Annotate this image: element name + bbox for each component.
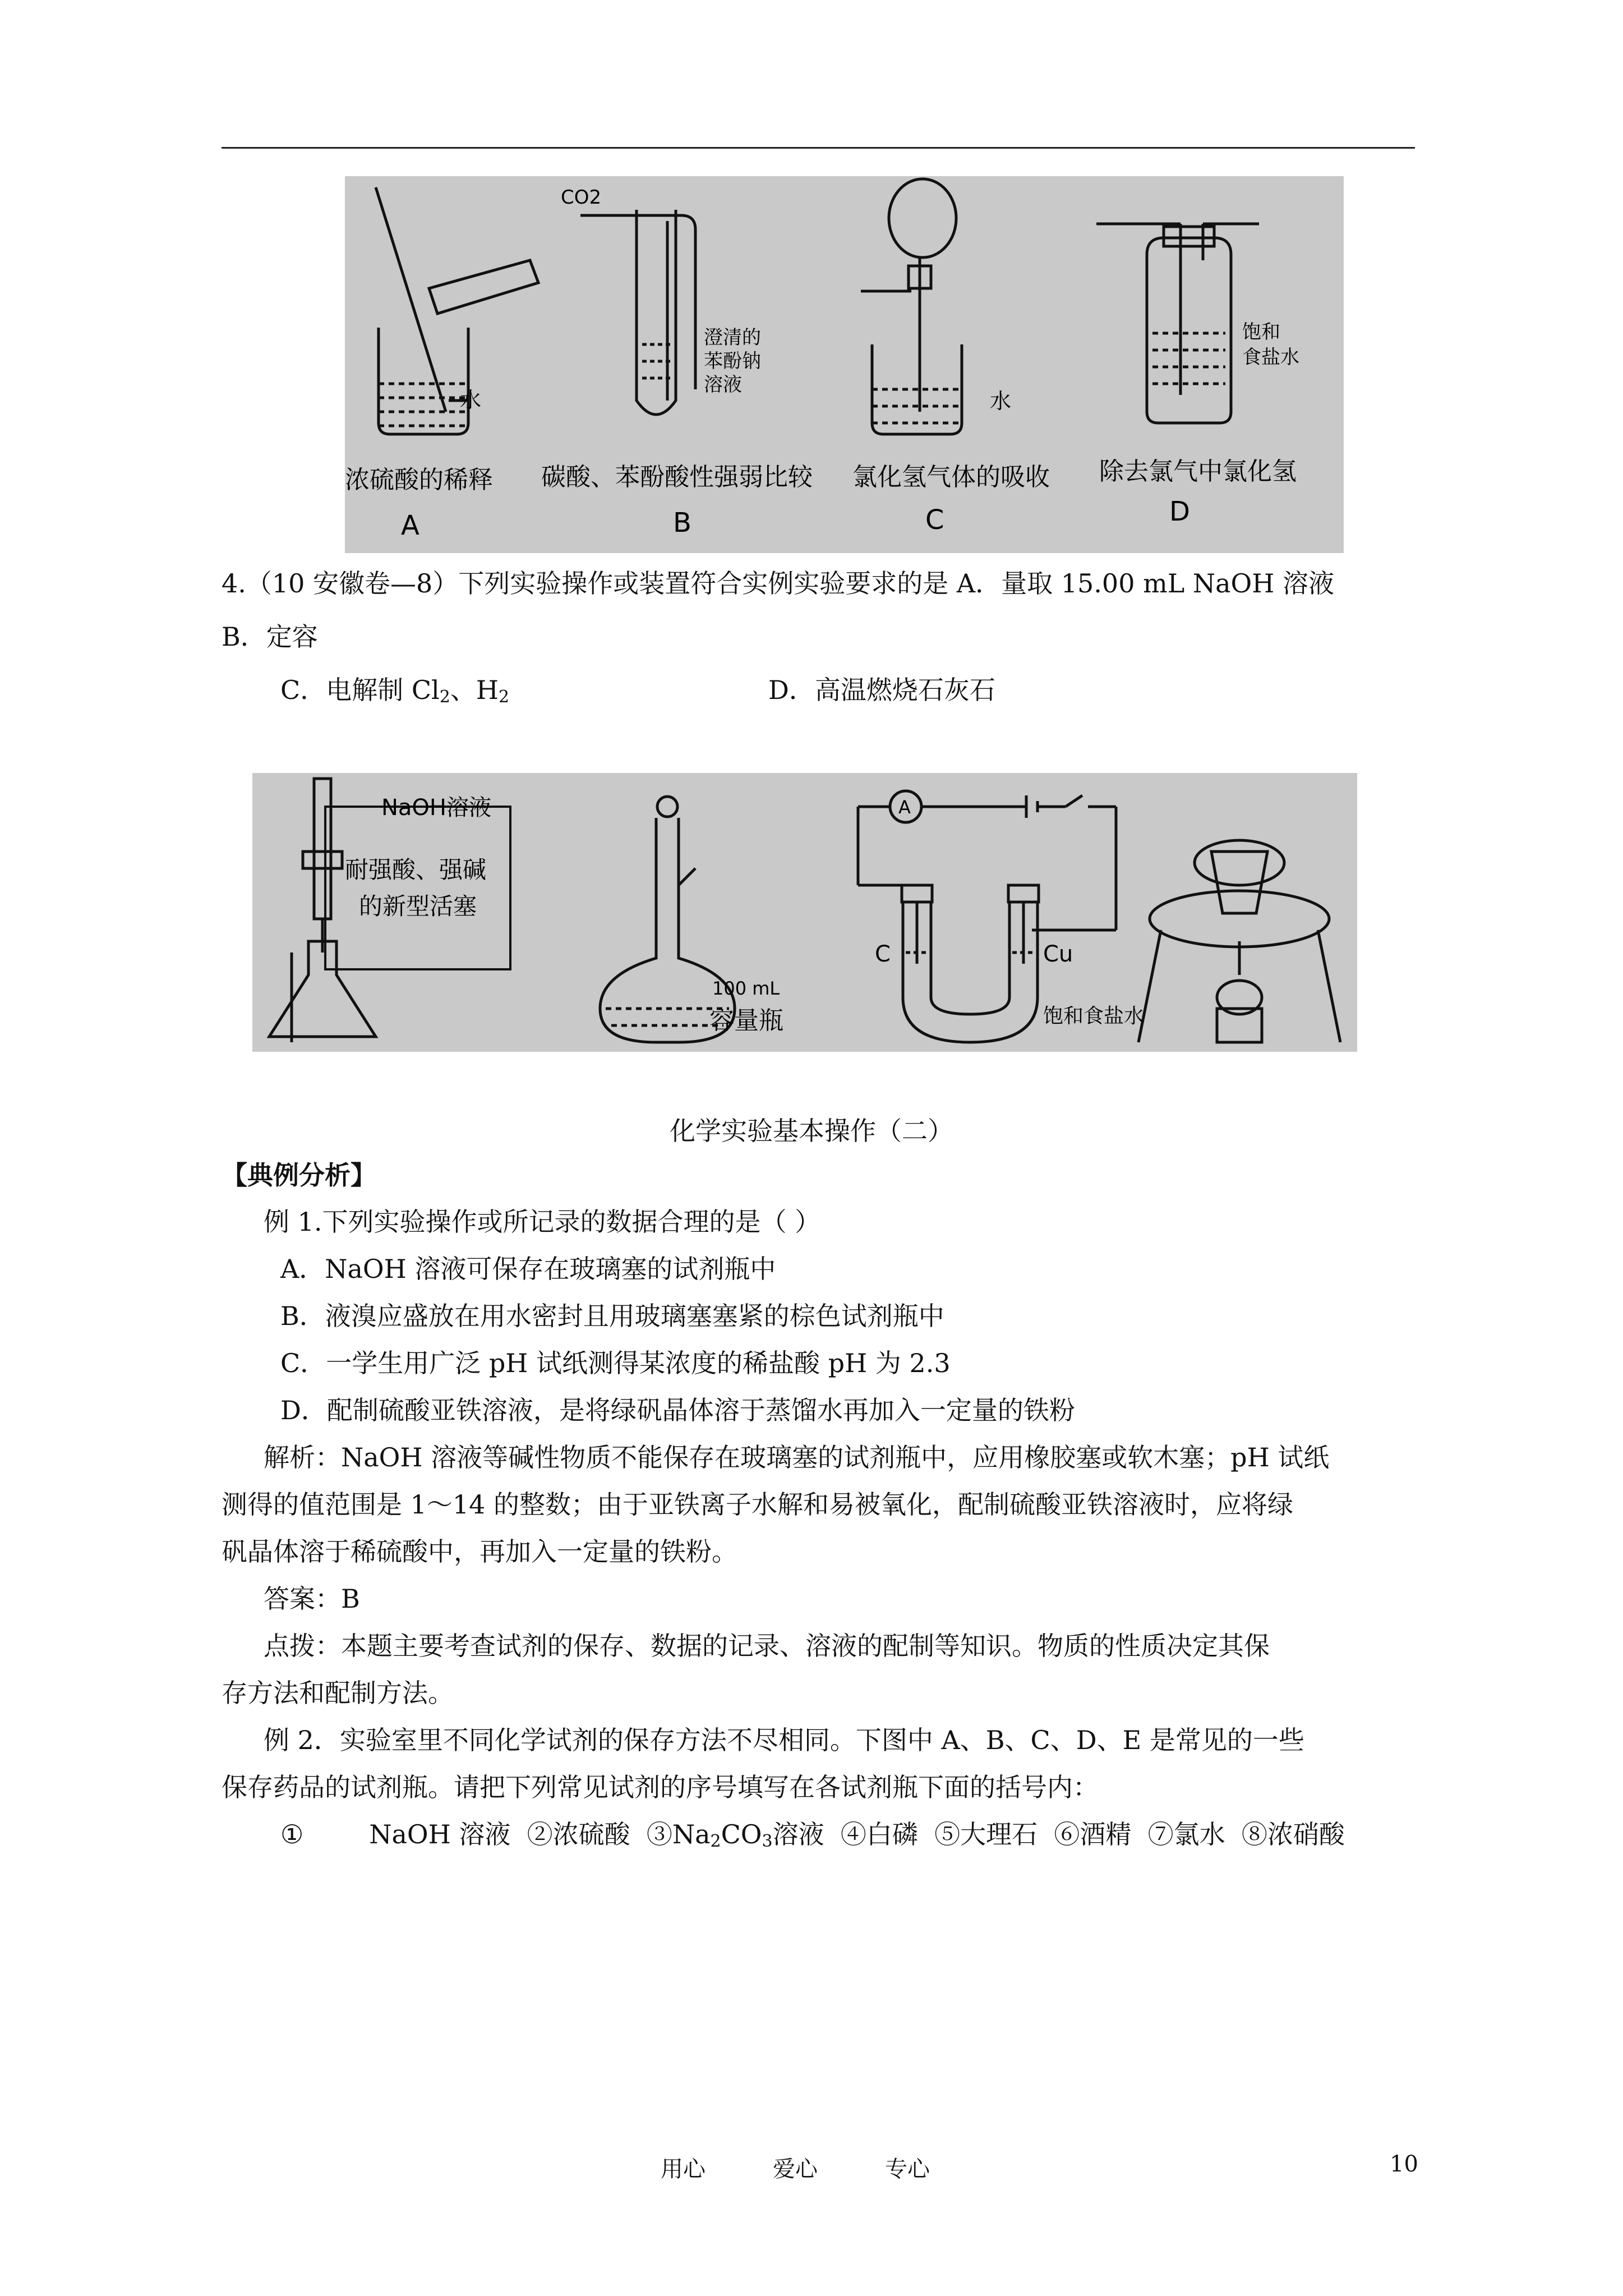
label-ammeter: A xyxy=(898,797,911,818)
figure-1-drawing xyxy=(345,176,1344,553)
example1-analysis-1: 解析：NaOH 溶液等碱性物质不能保存在玻璃塞的试剂瓶中，应用橡胶塞或软木塞；pH 试纸 xyxy=(264,1442,1330,1473)
example1-question: 例 1.下列实验操作或所记录的数据合理的是（ ） xyxy=(264,1207,821,1237)
figure-apparatus-1 xyxy=(345,176,1344,553)
example1-option-c: C．一学生用广泛 pH 试纸测得某浓度的稀盐酸 pH 为 2.3 xyxy=(280,1348,951,1378)
label-volume: 100 mL xyxy=(712,978,780,999)
example1-tips-1: 点拨：本题主要考查试剂的保存、数据的记录、溶液的配制等知识。物质的性质决定其保 xyxy=(264,1631,1270,1661)
label-clear: 澄清的 xyxy=(704,326,761,349)
example1-option-a: A．NaOH 溶液可保存在玻璃塞的试剂瓶中 xyxy=(280,1254,776,1284)
figure-apparatus-2 xyxy=(252,773,1357,1052)
example1-analysis-3: 矾晶体溶于稀硫酸中，再加入一定量的铁粉。 xyxy=(222,1536,737,1567)
example2-reagents: ① NaOH 溶液 ②浓硫酸 $③Na_2CO_3$溶液 ④白磷 ⑤大理石 ⑥酒精 ⑦氯水 ⑧浓硝酸 xyxy=(280,1819,1345,1851)
label-electrode-cu: Cu xyxy=(1043,941,1073,967)
label-flask: 容量瓶 xyxy=(709,1006,783,1035)
page-number: 10 xyxy=(1390,2151,1418,2177)
q4-option-c: C．电解制 $Cl_2$、$H_2$ xyxy=(280,675,510,707)
letter-d: D xyxy=(1169,496,1190,527)
q4-option-d: D．高温燃烧石灰石 xyxy=(768,675,995,705)
label-stopcock-2: 的新型活塞 xyxy=(359,892,477,920)
footer-item-1: 用心 xyxy=(661,2156,706,2182)
label-water-a: 水 xyxy=(460,388,482,412)
label-electrode-c: C xyxy=(875,941,891,967)
caption-b: 碳酸、苯酚酸性强弱比较 xyxy=(541,463,813,491)
q4-line2: B．定容 xyxy=(222,622,318,652)
footer-item-2: 爱心 xyxy=(773,2156,818,2182)
example1-tips-2: 存方法和配制方法。 xyxy=(222,1678,454,1708)
footer-item-3: 专心 xyxy=(885,2156,930,2182)
label-co2: CO2 xyxy=(561,186,602,209)
letter-a: A xyxy=(401,510,419,541)
caption-d: 除去氯气中氯化氢 xyxy=(1099,457,1297,486)
header-rule xyxy=(222,147,1415,149)
label-stopcock-1: 耐强酸、强碱 xyxy=(345,856,487,884)
caption-c: 氯化氢气体的吸收 xyxy=(852,463,1050,491)
label-phenolate: 苯酚钠 xyxy=(704,350,761,372)
letter-b: B xyxy=(673,507,691,539)
example2-line1: 例 2．实验室里不同化学试剂的保存方法不尽相同。下图中 A、B、C、D、E 是常见的一些 xyxy=(264,1725,1304,1755)
example2-line2: 保存药品的试剂瓶。请把下列常见试剂的序号填写在各试剂瓶下面的括号内： xyxy=(222,1772,1099,1802)
caption-a: 浓硫酸的稀释 xyxy=(345,466,493,494)
example1-answer: 答案：B xyxy=(264,1584,360,1614)
example1-analysis-2: 测得的值范围是 1～14 的整数；由于亚铁离子水解和易被氧化，配制硫酸亚铁溶液时，应将绿 xyxy=(222,1489,1294,1520)
label-naoh: NaOH溶液 xyxy=(381,795,491,821)
section-title: 化学实验基本操作（二） xyxy=(670,1116,953,1146)
example1-option-b: B．液溴应盛放在用水密封且用玻璃塞塞紧的棕色试剂瓶中 xyxy=(280,1301,944,1331)
letter-c: C xyxy=(925,504,944,536)
label-saturated: 饱和 xyxy=(1242,321,1280,343)
label-water-c: 水 xyxy=(990,389,1012,413)
section-heading: 【典例分析】 xyxy=(222,1160,376,1190)
q4-line1: 4.（10 安徽卷—8）下列实验操作或装置符合实例实验要求的是 A．量取 15.00 mL NaOH 溶液 xyxy=(222,568,1334,599)
label-brine-2: 饱和食盐水 xyxy=(1043,1005,1145,1028)
example1-option-d: D．配制硫酸亚铁溶液，是将绿矾晶体溶于蒸馏水再加入一定量的铁粉 xyxy=(280,1395,1075,1425)
label-brine: 食盐水 xyxy=(1242,346,1299,369)
label-solution: 溶液 xyxy=(704,374,742,396)
